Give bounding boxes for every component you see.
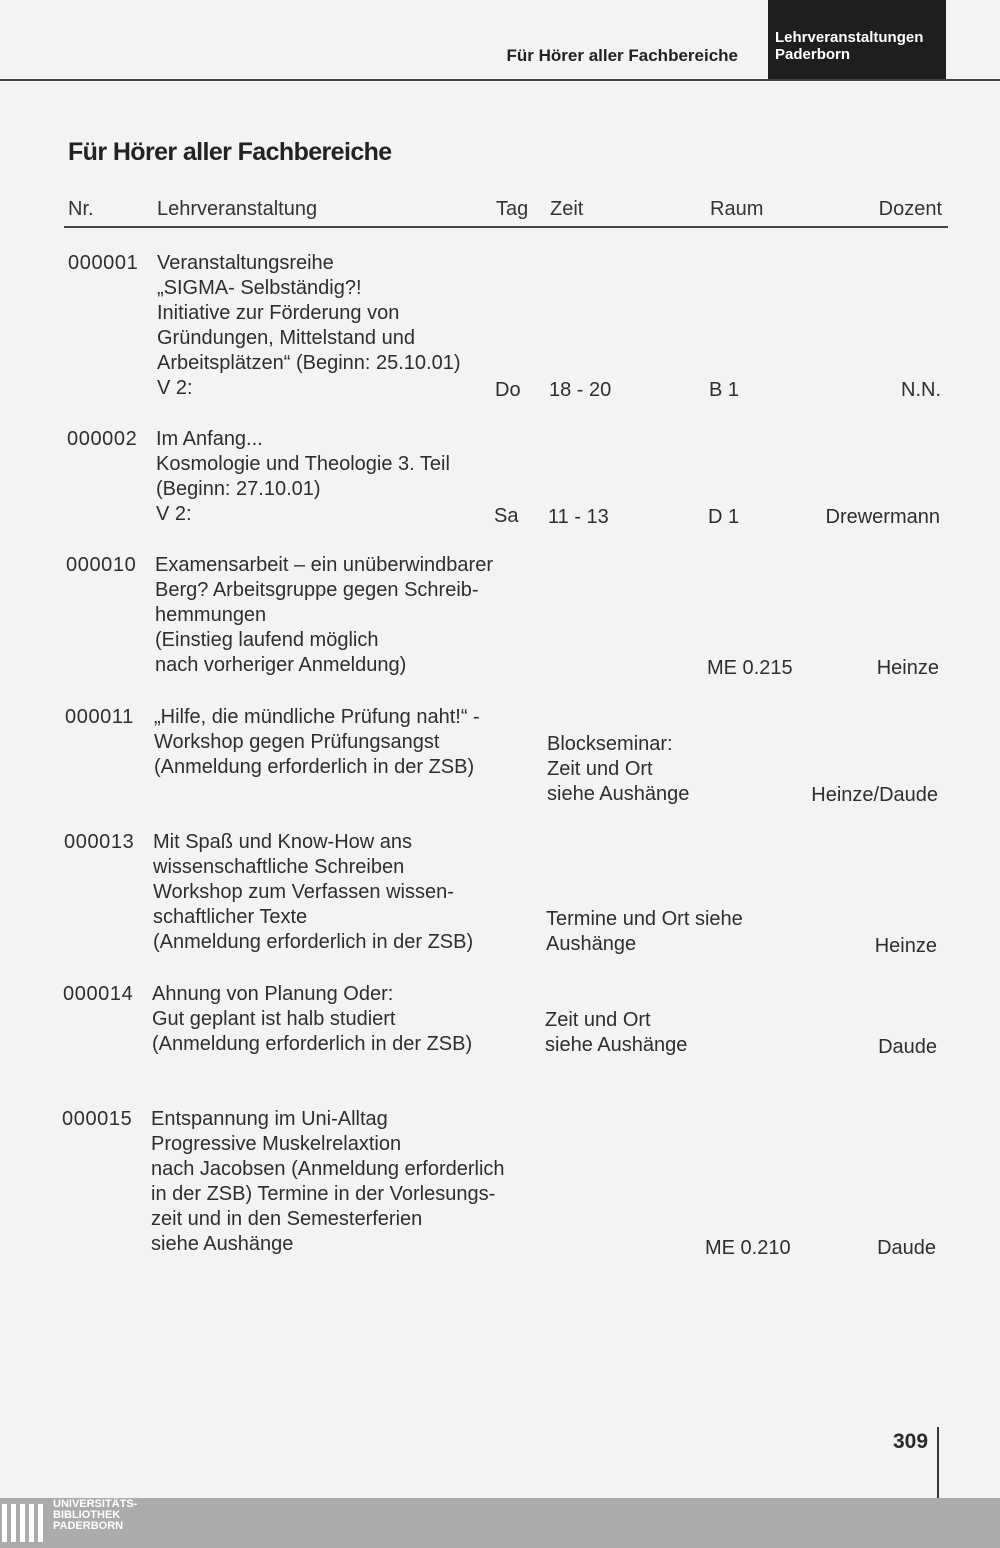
course-title: „Hilfe, die mündliche Prüfung naht!“ - Workshop gegen Prüfungsangst (Anmeldung erforderlich in der ZSB) bbox=[154, 706, 480, 778]
column-header-lehrveranstaltung: Lehrveranstaltung bbox=[157, 198, 318, 220]
course-time: Termine und Ort siehe Aushänge bbox=[546, 908, 743, 955]
course-lecturer: Heinze bbox=[874, 935, 937, 957]
page-number-rule bbox=[937, 1427, 939, 1499]
course-title: Veranstaltungsreihe „SIGMA- Selbständig?! Initiative zur Förderung von Gründungen, Mittelstand und Arbeitsplätzen“ (Beginn: 25.10.01) V 2: bbox=[157, 252, 461, 399]
course-title: Mit Spaß und Know-How ans wissenschaftliche Schreiben Workshop zum Verfassen wissen- schaftlicher Texte (Anmeldung erforderlich in der ZSB) bbox=[153, 831, 474, 953]
course-lecturer: Heinze bbox=[876, 657, 939, 679]
course-number: 000013 bbox=[64, 831, 135, 853]
column-header-dozent: Dozent bbox=[878, 198, 942, 220]
page-title: Für Hörer aller Fachbereiche bbox=[68, 138, 392, 166]
course-room: D 1 bbox=[708, 506, 740, 528]
running-header-section: Für Hörer aller Fachbereiche bbox=[506, 46, 738, 65]
course-time: 18 - 20 bbox=[549, 379, 612, 401]
course-title: Ahnung von Planung Oder: Gut geplant ist halb studiert (Anmeldung erforderlich in der ZSB) bbox=[152, 983, 473, 1055]
course-room: ME 0.210 bbox=[705, 1237, 791, 1259]
course-number: 000014 bbox=[63, 983, 134, 1005]
running-header-tab bbox=[768, 0, 946, 80]
column-header-nr: Nr. bbox=[68, 198, 94, 220]
column-header-zeit: Zeit bbox=[550, 198, 584, 220]
footer-bar bbox=[0, 1498, 1000, 1548]
course-number: 000010 bbox=[66, 554, 137, 576]
page-number: 309 bbox=[893, 1430, 929, 1453]
course-lecturer: Daude bbox=[877, 1237, 936, 1259]
course-room: ME 0.215 bbox=[707, 657, 793, 679]
running-header-tab-line2: Paderborn bbox=[775, 46, 851, 63]
course-room: B 1 bbox=[709, 379, 740, 401]
course-lecturer: Heinze/Daude bbox=[811, 784, 938, 806]
course-time: Zeit und Ort siehe Aushänge bbox=[545, 1009, 688, 1056]
course-lecturer: Daude bbox=[878, 1036, 937, 1058]
running-header-tab-line1: Lehrveranstaltungen bbox=[775, 29, 924, 46]
library-logo-icon bbox=[0, 1500, 48, 1548]
course-number: 000015 bbox=[62, 1108, 133, 1130]
course-time: Blockseminar: Zeit und Ort siehe Aushänge bbox=[547, 733, 690, 805]
course-lecturer: Drewermann bbox=[825, 506, 940, 528]
course-number: 000002 bbox=[67, 428, 138, 450]
header-divider bbox=[0, 79, 1000, 81]
table-header-rule bbox=[64, 226, 948, 228]
library-name: UNIVERSITÄTS- BIBLIOTHEK PADERBORN bbox=[53, 1498, 138, 1532]
course-title: Examensarbeit – ein unüberwindbarer Berg? Arbeitsgruppe gegen Schreib- hemmungen (Einstieg laufend möglich nach vorheriger Anmeldung) bbox=[155, 554, 493, 676]
course-number: 000011 bbox=[65, 706, 134, 728]
course-title: Im Anfang... Kosmologie und Theologie 3. Teil (Beginn: 27.10.01) V 2: bbox=[156, 428, 450, 525]
course-time: 11 - 13 bbox=[548, 506, 609, 528]
course-day: Do bbox=[495, 379, 521, 401]
course-number: 000001 bbox=[68, 252, 139, 274]
course-lecturer: N.N. bbox=[901, 379, 941, 401]
course-day: Sa bbox=[494, 505, 519, 527]
course-title: Entspannung im Uni-Alltag Progressive Muskelrelaxtion nach Jacobsen (Anmeldung erforderlich in der ZSB) Termine in der Vorlesungs- zeit und in den Semesterferien siehe Aushänge bbox=[151, 1108, 505, 1255]
column-header-tag: Tag bbox=[496, 198, 529, 220]
column-header-raum: Raum bbox=[710, 198, 764, 220]
